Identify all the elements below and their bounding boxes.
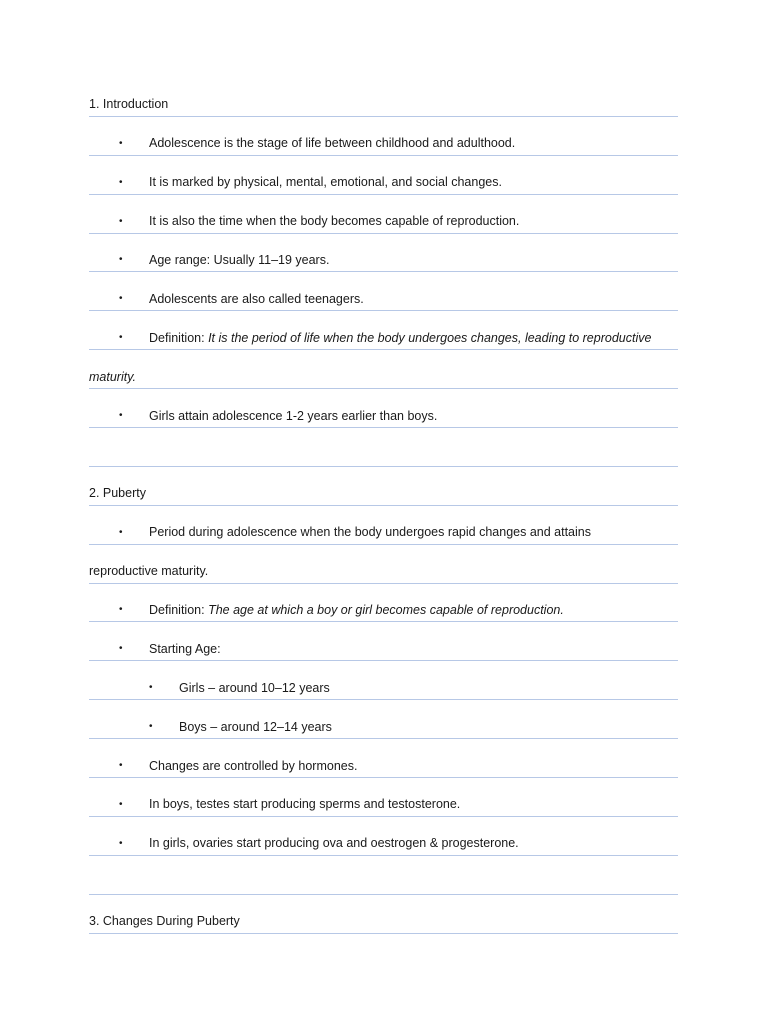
bullet-line	[89, 622, 678, 661]
bullet-icon: •	[119, 798, 123, 810]
continuation-text: reproductive maturity.	[89, 564, 209, 579]
bullet-icon: •	[119, 215, 123, 227]
sub-bullet-text: Girls – around 10–12 years	[179, 680, 330, 695]
bullet-text: In boys, testes start producing sperms and testosterone.	[149, 797, 461, 812]
bullet-text: It is also the time when the body becomes capable of reproduction.	[149, 214, 520, 229]
definition-line	[89, 584, 678, 623]
sub-bullet-line	[89, 700, 678, 739]
bullet-icon: •	[149, 721, 153, 733]
bullet-icon: •	[119, 604, 123, 616]
blank-line	[89, 856, 678, 895]
section-heading	[89, 78, 678, 117]
definition-emphasis: It is the period of life when the body undergoes changes, leading to reproductive	[208, 330, 652, 345]
definition-label: Definition:	[149, 330, 205, 345]
heading-text: 3. Changes During Puberty	[89, 914, 240, 929]
bullet-line	[89, 506, 678, 545]
bullet-text: In girls, ovaries start producing ova and oestrogen & progesterone.	[149, 836, 519, 851]
bullet-text: It is marked by physical, mental, emotional, and social changes.	[149, 175, 502, 190]
bullet-line	[89, 272, 678, 311]
section-heading	[89, 467, 678, 506]
bullet-text: Girls attain adolescence 1-2 years earlier than boys.	[149, 408, 438, 423]
continuation-text	[89, 371, 136, 384]
definition-line	[89, 311, 678, 350]
bullet-icon: •	[119, 410, 123, 422]
bullet-text: Adolescents are also called teenagers.	[149, 291, 364, 306]
sub-bullet-line	[89, 661, 678, 700]
bullet-text: Changes are controlled by hormones.	[149, 758, 358, 773]
continuation-emphasis: maturity.	[89, 369, 136, 384]
bullet-icon: •	[119, 254, 123, 266]
bullet-line	[89, 156, 678, 195]
ruled-notes	[89, 78, 678, 934]
bullet-line	[89, 778, 678, 817]
definition-text	[149, 332, 651, 345]
definition-label: Definition:	[149, 602, 205, 617]
bullet-text: Period during adolescence when the body undergoes rapid changes and attains	[149, 525, 591, 540]
continuation-line	[89, 545, 678, 584]
bullet-icon: •	[119, 526, 123, 538]
heading-text: 2. Puberty	[89, 486, 146, 501]
bullet-text: Starting Age:	[149, 641, 221, 656]
bullet-icon: •	[119, 293, 123, 305]
heading-text: 1. Introduction	[89, 97, 169, 112]
bullet-icon: •	[119, 137, 123, 149]
bullet-line	[89, 117, 678, 156]
bullet-icon: •	[119, 837, 123, 849]
definition-text	[149, 604, 564, 617]
definition-emphasis: The age at which a boy or girl becomes capable of reproduction.	[208, 602, 564, 617]
bullet-line	[89, 389, 678, 428]
blank-line	[89, 428, 678, 467]
section-heading	[89, 895, 678, 934]
bullet-line	[89, 739, 678, 778]
bullet-line	[89, 234, 678, 273]
bullet-icon: •	[119, 643, 123, 655]
bullet-line	[89, 195, 678, 234]
continuation-line	[89, 350, 678, 389]
bullet-line	[89, 817, 678, 856]
bullet-icon: •	[149, 682, 153, 694]
bullet-text: Age range: Usually 11–19 years.	[149, 252, 330, 267]
bullet-icon: •	[119, 176, 123, 188]
bullet-icon: •	[119, 332, 123, 344]
sub-bullet-text: Boys – around 12–14 years	[179, 719, 332, 734]
bullet-icon: •	[119, 760, 123, 772]
bullet-text: Adolescence is the stage of life between childhood and adulthood.	[149, 136, 516, 151]
